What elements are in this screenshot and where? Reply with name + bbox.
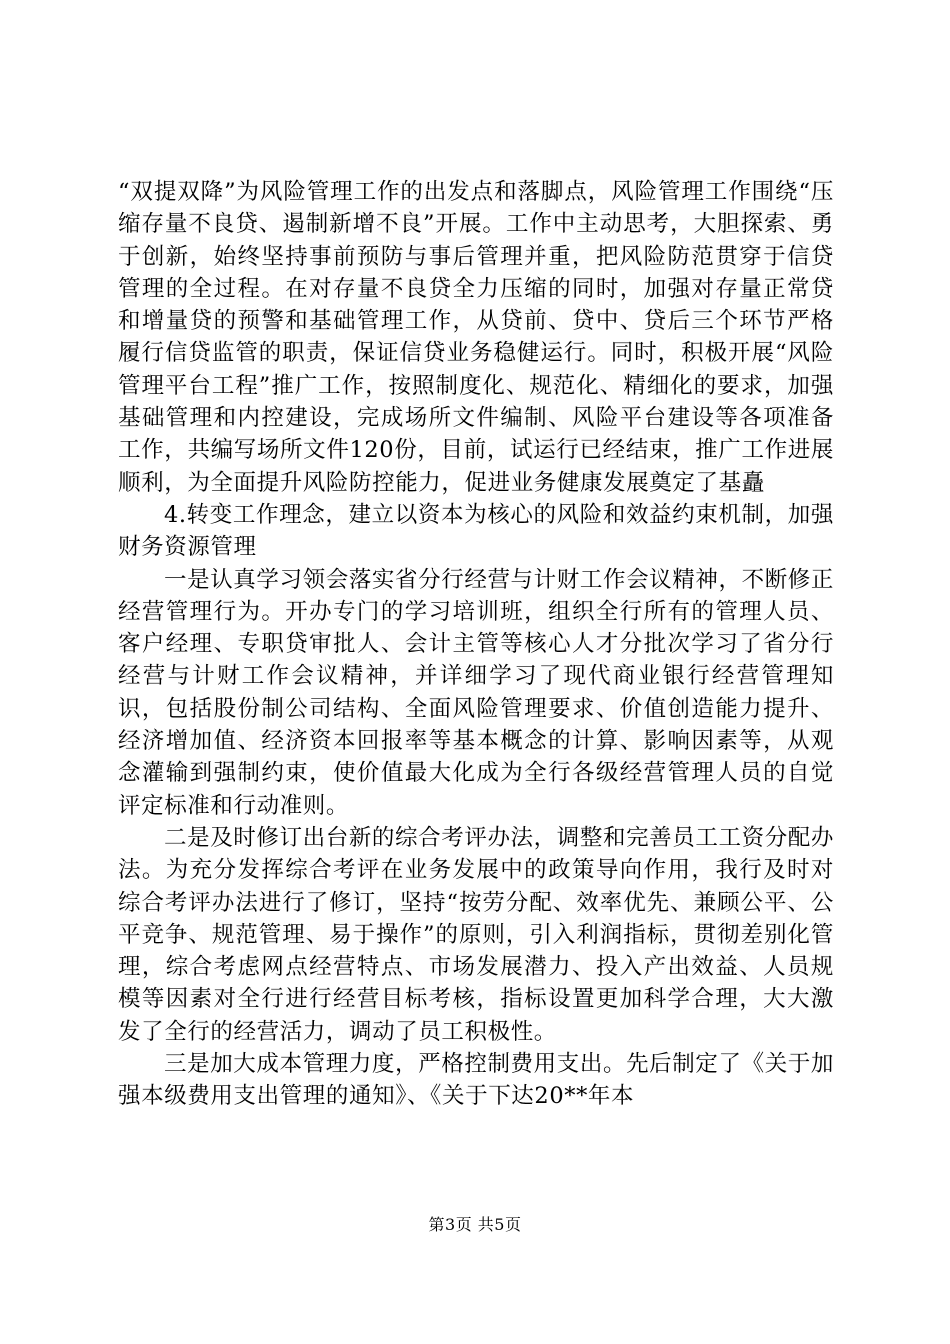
paragraph-heading-4: 4.转变工作理念，建立以资本为核心的风险和效益约束机制，加强财务资源管理 [118, 501, 834, 561]
paragraph-item-2: 二是及时修订出台新的综合考评办法，调整和完善员工工资分配办法。为充分发挥综合考评在业务发展中的政策导向作用，我行及时对综合考评办法进行了修订，坚持“按劳分配、效率优先、兼顾公平、公平竞争、规范管理、易于操作”的原则，引入利润指标，贯彻差别化管理，综合考虑网点经营特点、市场发展潜力、投入产出效益、人员规模等因素对全行进行经营目标考核，指标设置更加科学合理，大大激发了全行的经营活力，调动了员工积极性。 [118, 824, 834, 1045]
page-footer: 第3页 共5页 [428, 1215, 522, 1234]
paragraph-item-1: 一是认真学习领会落实省分行经营与计财工作会议精神，不断修正经营管理行为。开办专门的学习培训班，组织全行所有的管理人员、客户经理、专职贷审批人、会计主管等核心人才分批次学习了省分行经营与计财工作会议精神，并详细学习了现代商业银行经营管理知识，包括股份制公司结构、全面风险管理要求、价值创造能力提升、经济增加值、经济资本回报率等基本概念的计算、影响因素等，从观念灌输到强制约束，使价值最大化成为全行各级经营管理人员的自觉评定标准和行动准则。 [118, 566, 834, 819]
paragraph-item-3: 三是加大成本管理力度，严格控制费用支出。先后制定了《关于加强本级费用支出管理的通知》、《关于下达20**年本 [118, 1051, 834, 1110]
document-body [118, 176, 834, 1113]
paragraph-risk-management: “双提双降”为风险管理工作的出发点和落脚点，风险管理工作围绕“压缩存量不良贷、遏制新增不良”开展。工作中主动思考，大胆探索、勇于创新，始终坚持事前预防与事后管理并重，把风险防范贯穿于信贷管理的全过程。在对存量不良贷全力压缩的同时，加强对存量正常贷和增量贷的预警和基础管理工作，从贷前、贷中、贷后三个环节严格履行信贷监管的职责，保证信贷业务稳健运行。同时，积极开展“风险管理平台工程”推广工作，按照制度化、规范化、精细化的要求，加强基础管理和内控建设，完成场所文件编制、风险平台建设等各项准备工作，共编写场所文件120份，目前，试运行已经结束，推广工作进展顺利，为全面提升风险防控能力，促进业务健康发展奠定了基矗 [118, 179, 834, 496]
